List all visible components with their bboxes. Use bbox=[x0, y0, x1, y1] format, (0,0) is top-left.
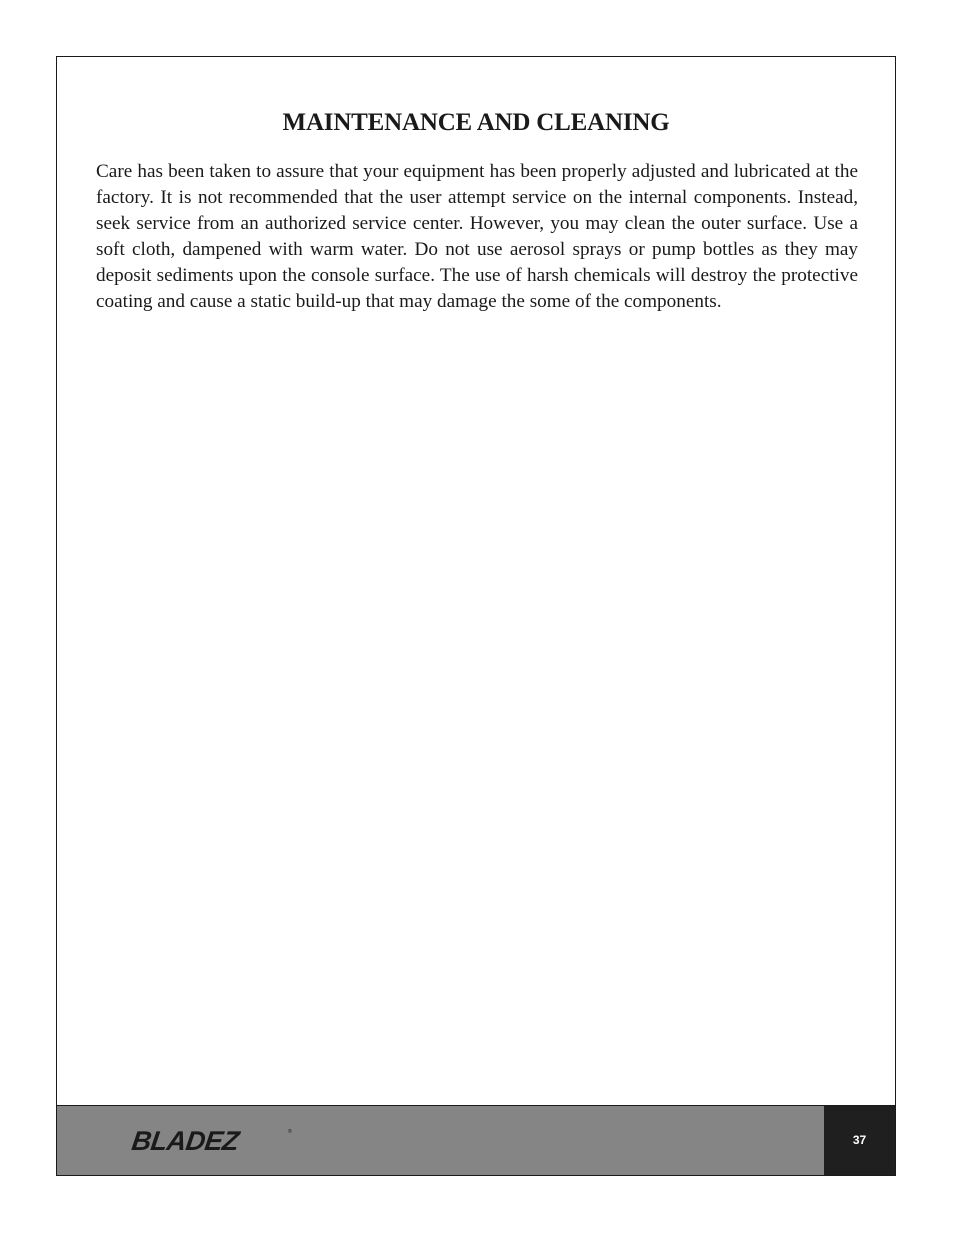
page-title: MAINTENANCE AND CLEANING bbox=[282, 109, 670, 136]
page-frame bbox=[56, 56, 896, 1176]
brand-logo: BLADEZ bbox=[129, 1126, 241, 1156]
body-paragraph: Care has been taken to assure that your equipment has been properly adjusted and lubricated at the factory. It is not recommended that the user attempt service on the internal components. Instead, seek service from an authorized service center. However, you may clean the outer surface. Use a soft cloth, dampened with warm water. Do not use aerosol sprays or pump bottles as they may deposit sediments upon the console surface. The use of harsh chemicals will destroy the protective coating and cause a static build-up that may damage the some of the components. bbox=[96, 161, 858, 312]
trademark-mark: ® bbox=[288, 1129, 292, 1135]
footer-bar bbox=[57, 1105, 895, 1175]
page-number: 37 bbox=[852, 1133, 867, 1147]
page-number-box bbox=[824, 1106, 895, 1175]
